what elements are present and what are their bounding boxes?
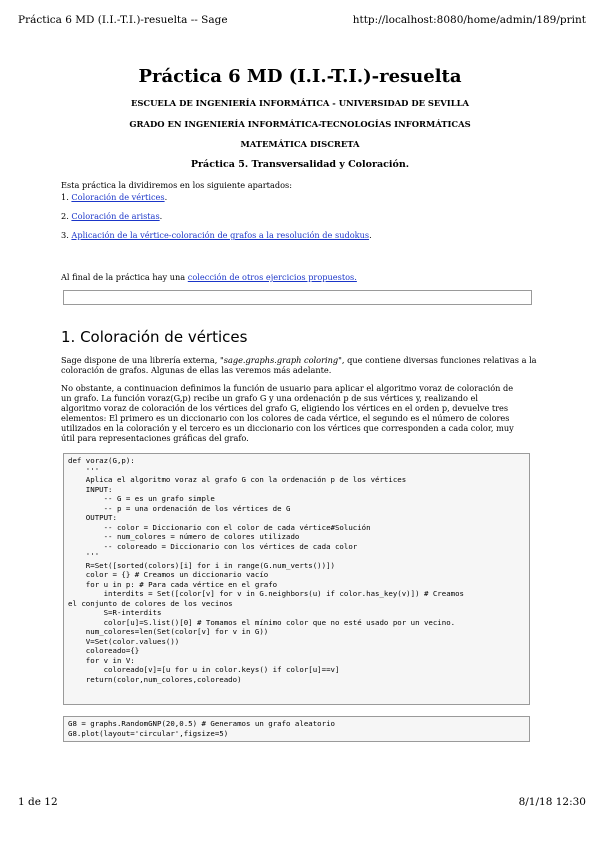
code-line: ''' — [68, 551, 100, 560]
code-line: color = {} # Creamos un diccionario vacío — [68, 570, 269, 579]
subject-subtitle: MATEMÁTICA DISCRETA — [240, 139, 360, 149]
school-subtitle: ESCUELA DE INGENIERÍA INFORMÁTICA - UNIVERSIDAD DE SEVILLA — [130, 98, 470, 108]
code-line: INPUT: — [68, 484, 113, 494]
code-cell-plot[interactable] — [63, 716, 530, 742]
toc-link-edge-coloring[interactable]: Coloración de aristas — [71, 211, 160, 221]
code-line: -- p = una ordenación de los vértices de G — [68, 503, 291, 513]
code-line: V=Set(color.values()) — [68, 636, 180, 646]
code-line: -- coloreado = Diccionario con los vértices de cada color — [68, 541, 358, 551]
code-cell-voraz[interactable] — [63, 453, 530, 705]
code-line: -- num_colores = número de colores utilizado — [68, 532, 300, 541]
practice-subtitle: Práctica 5. Transversalidad y Coloración. — [190, 159, 410, 170]
code-line: color[u]=S.list()[0] # Tomamos el mínimo color que no esté usado por un vecino. — [68, 617, 456, 627]
code-line: R=Set([sorted(colors)[i] for i in range(G.num_verts())]) — [68, 560, 335, 570]
code-line: -- color = Diccionario con el color de cada vértice#Solución — [68, 522, 371, 532]
toc-item: 2. Coloración de aristas. — [61, 211, 163, 221]
toc-item: 3. Aplicación de la vértice-coloración de grafos a la resolución de sudokus. — [61, 230, 372, 240]
section-paragraph-1: Sage dispone de una librería externa, "sage.graphs.graph coloring", que contiene diversas funciones relativas a la coloración de grafos. Algunas de ellas las veremos más adelante. — [61, 355, 537, 375]
code-line: interdits = Set([color[v] for v in G.neighbors(u) if color.has_key(v)]) # Creamos — [68, 589, 465, 598]
section-paragraph-2: No obstante, a continuacion definimos la función de usuario para aplicar el algoritmo voraz de coloración de un grafo. La función voraz(G,p) recibe un grafo G y una ordenación p de sus vértices y, realizando el algoritmo voraz de coloración de los vértices del grafo G, eligiendo los vértices en el orden p, devuelve tres elementos: El primero es un diccionario con los colores de cada vértice, el segundo es el número de colores utilizados en la coloración y el tercero es un diccionario con los vértices que corresponden a cada color, muy útil para representaciones gráficas del grafo. — [61, 383, 514, 443]
section-heading: 1. Coloración de vértices — [61, 328, 248, 346]
browser-header-url: http://localhost:8080/home/admin/189/print — [352, 14, 586, 26]
code-line: el conjunto de colores de los vecinos — [68, 598, 233, 608]
intro-text: Esta práctica la dividiremos en los siguiente apartados: — [61, 180, 292, 190]
toc-item: 1. Coloración de vértices. — [61, 192, 168, 202]
code-line: coloreado={} — [68, 646, 140, 655]
toc-link-vertex-coloring[interactable]: Coloración de vértices — [71, 192, 165, 202]
code-line: for v in V: — [68, 655, 135, 665]
degree-subtitle: GRADO EN INGENIERÍA INFORMÁTICA-TECNOLOGÍAS INFORMÁTICAS — [129, 119, 471, 129]
code-line: OUTPUT: — [68, 513, 117, 522]
code-line: -- G = es un grafo simple — [68, 494, 215, 503]
code-line: G8.plot(layout='circular',figsize=5) — [68, 728, 229, 738]
code-line: Aplica el algoritmo voraz al grafo G con la ordenación p de los vértices — [68, 475, 407, 484]
code-line: num_colores=len(Set(color[v] for v in G)) — [68, 627, 269, 636]
code-line: return(color,num_colores,coloreado) — [68, 674, 242, 684]
code-line: ''' — [68, 465, 100, 475]
code-line: coloreado[v]=[u for u in color.keys() if color[u]==v] — [68, 665, 340, 674]
page-title: Práctica 6 MD (I.I.-T.I.)-resuelta — [138, 66, 462, 87]
table-of-contents — [61, 192, 372, 249]
code-line: G8 = graphs.RandomGNP(20,0.5) # Generamos un grafo aleatorio — [68, 719, 335, 728]
empty-cell[interactable] — [63, 290, 532, 305]
code-line: S=R-interdits — [68, 608, 162, 617]
page-counter: 1 de 12 — [18, 796, 58, 808]
toc-link-sudoku[interactable]: Aplicación de la vértice-coloración de grafos a la resolución de sudokus — [71, 230, 370, 240]
code-line: def voraz(G,p): — [68, 456, 135, 465]
code-line: for u in p: # Para cada vértice en el grafo — [68, 579, 278, 589]
browser-header-title: Práctica 6 MD (I.I.-T.I.)-resuelta -- Sage — [18, 14, 228, 26]
print-timestamp: 8/1/18 12:30 — [518, 796, 586, 808]
final-note: Al final de la práctica hay una colección de otros ejercicios propuestos. — [61, 272, 357, 282]
extra-exercises-link[interactable]: colección de otros ejercicios propuestos. — [187, 272, 357, 282]
